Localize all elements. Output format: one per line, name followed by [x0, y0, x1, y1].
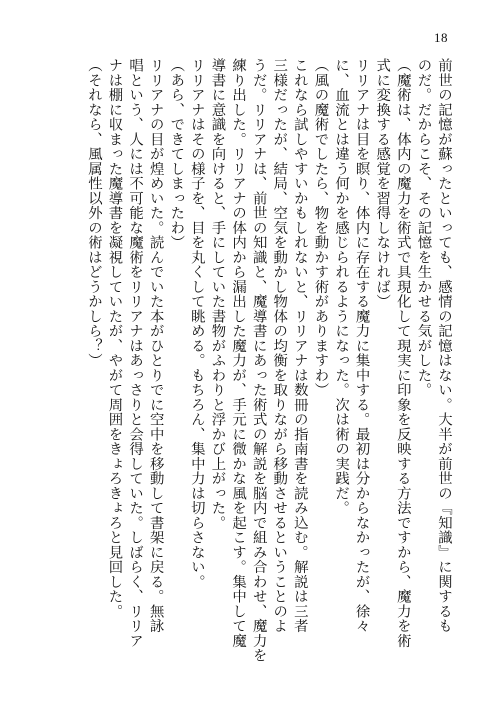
text-line-3: （魔術は、体内の魔力を術式で具現化して現実に印象を反映する方法ですから、魔力を術 — [394, 58, 411, 648]
text-line-15: リリアナの目が煌めいた。読んでいた本がひとりでに空中を移動して書架に戻る。無詠 — [147, 58, 164, 634]
page-number: 18 — [434, 30, 448, 45]
text-line-6: に、血流とは違う何かを感じられるようになった。次は術の実践だ。 — [333, 58, 350, 516]
text-line-13: リリアナはその様子を、目を丸くして眺める。もちろん、集中力は切らさない。 — [188, 58, 205, 589]
text-line-12: 導書に意識を向けると、手にしていた書物がふわりと浮かび上がった。 — [209, 58, 226, 530]
text-line-16: 唱という、人には不可能な魔術をリリアナはあっさりと会得していた。しばらく、リリア — [127, 58, 144, 648]
text-line-9: 三様だったが、結局、空気を動かし物体の均衡を取りながら移動させるということのよ — [271, 58, 288, 634]
text-line-2: のだ。だからこそ、その記憶を生かせる気がした。 — [415, 58, 432, 398]
text-line-17: ナは棚に収まった魔導書を凝視していたが、やがて周囲をきょろきょろと見回した。 — [106, 58, 123, 619]
vertical-text-block — [44, 58, 454, 670]
text-line-14: （あら、できてしまったわ） — [168, 58, 185, 250]
text-line-18: （それなら、風属性以外の術はどうかしら？） — [85, 58, 102, 368]
text-line-10: うだ。リリアナは、前世の知識と、魔導書にあった術式の解説を脳内で組み合わせ、魔力を — [250, 58, 267, 663]
text-line-11: 練り出した。リリアナの体内から漏出した魔力が、手元に微かな風を起こす。集中して魔 — [230, 58, 247, 648]
text-line-4: 式に変換する感覚を習得しなければ） — [374, 58, 391, 309]
text-line-5: リリアナは目を瞑り、体内に存在する魔力に集中する。最初は分からなかったが、徐々 — [353, 58, 370, 634]
text-line-1: 前世の記憶が蘇ったといっても、感情の記憶はない。大半が前世の『知識』に関するも — [436, 58, 452, 634]
text-line-8: これなら試しやすいかもしれないと、リリアナは数冊の指南書を読み込む。解説は三者 — [291, 58, 308, 634]
text-line-7: （風の魔術でしたら、物を動かす術がありますわ） — [312, 58, 329, 398]
